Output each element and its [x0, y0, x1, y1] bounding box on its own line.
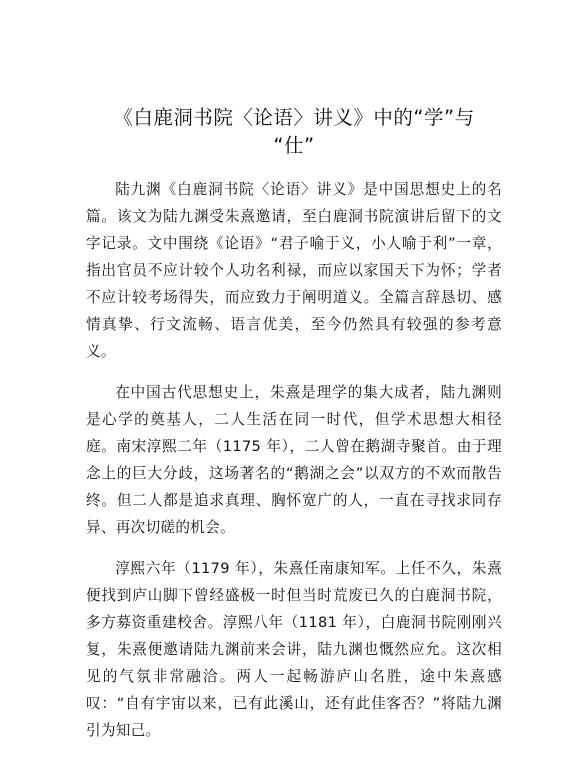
document-title-line-1: 《白鹿洞书院〈论语〉讲义》中的“学”与	[113, 106, 475, 129]
body-paragraph-3: 淳熙六年（1179 年），朱熹任南康知军。上任不久，朱熹便找到庐山脚下曾经盛极一时但当时荒废已久的白鹿洞书院，多方募资重建校舍。淳熙八年（1181 年），白鹿洞书院刚刚兴复，朱熹便邀请陆九渊前来会讲，陆九渊也慨然应允。这次相见的气氛非常融洽。两人一起畅游庐山名胜，途中朱熹感叹：“自有宇宙以来，已有此溪山，还有此佳客否？”将陆九渊引为知己。	[86, 560, 502, 739]
document-title-line-2: “仕”	[273, 134, 315, 157]
body-paragraph-2: 在中国古代思想史上，朱熹是理学的集大成者，陆九渊则是心学的奠基人，二人生活在同一时代，但学术思想大相径庭。南宋淳熙二年（1175 年），二人曾在鹅湖寺聚首。由于理念上的巨大分歧，这场著名的“鹅湖之会”以双方的不欢而散告终。但二人都是追求真理、胸怀宽广的人，一直在寻找求同存异、再次切磋的机会。	[86, 384, 502, 536]
document-title	[86, 104, 502, 160]
body-paragraph-1: 陆九渊《白鹿洞书院〈论语〉讲义》是中国思想史上的名篇。该文为陆九渊受朱熹邀请，至白鹿洞书院演讲后留下的文字记录。文中围绕《论语》“君子喻于义，小人喻于利”一章，指出官员不应计较个人功名利禄，而应以家国天下为怀；学者不应计较考场得失，而应致力于阐明道义。全篇言辞恳切、感情真挚、行文流畅、语言优美，至今仍然具有较强的参考意义。	[86, 181, 502, 360]
